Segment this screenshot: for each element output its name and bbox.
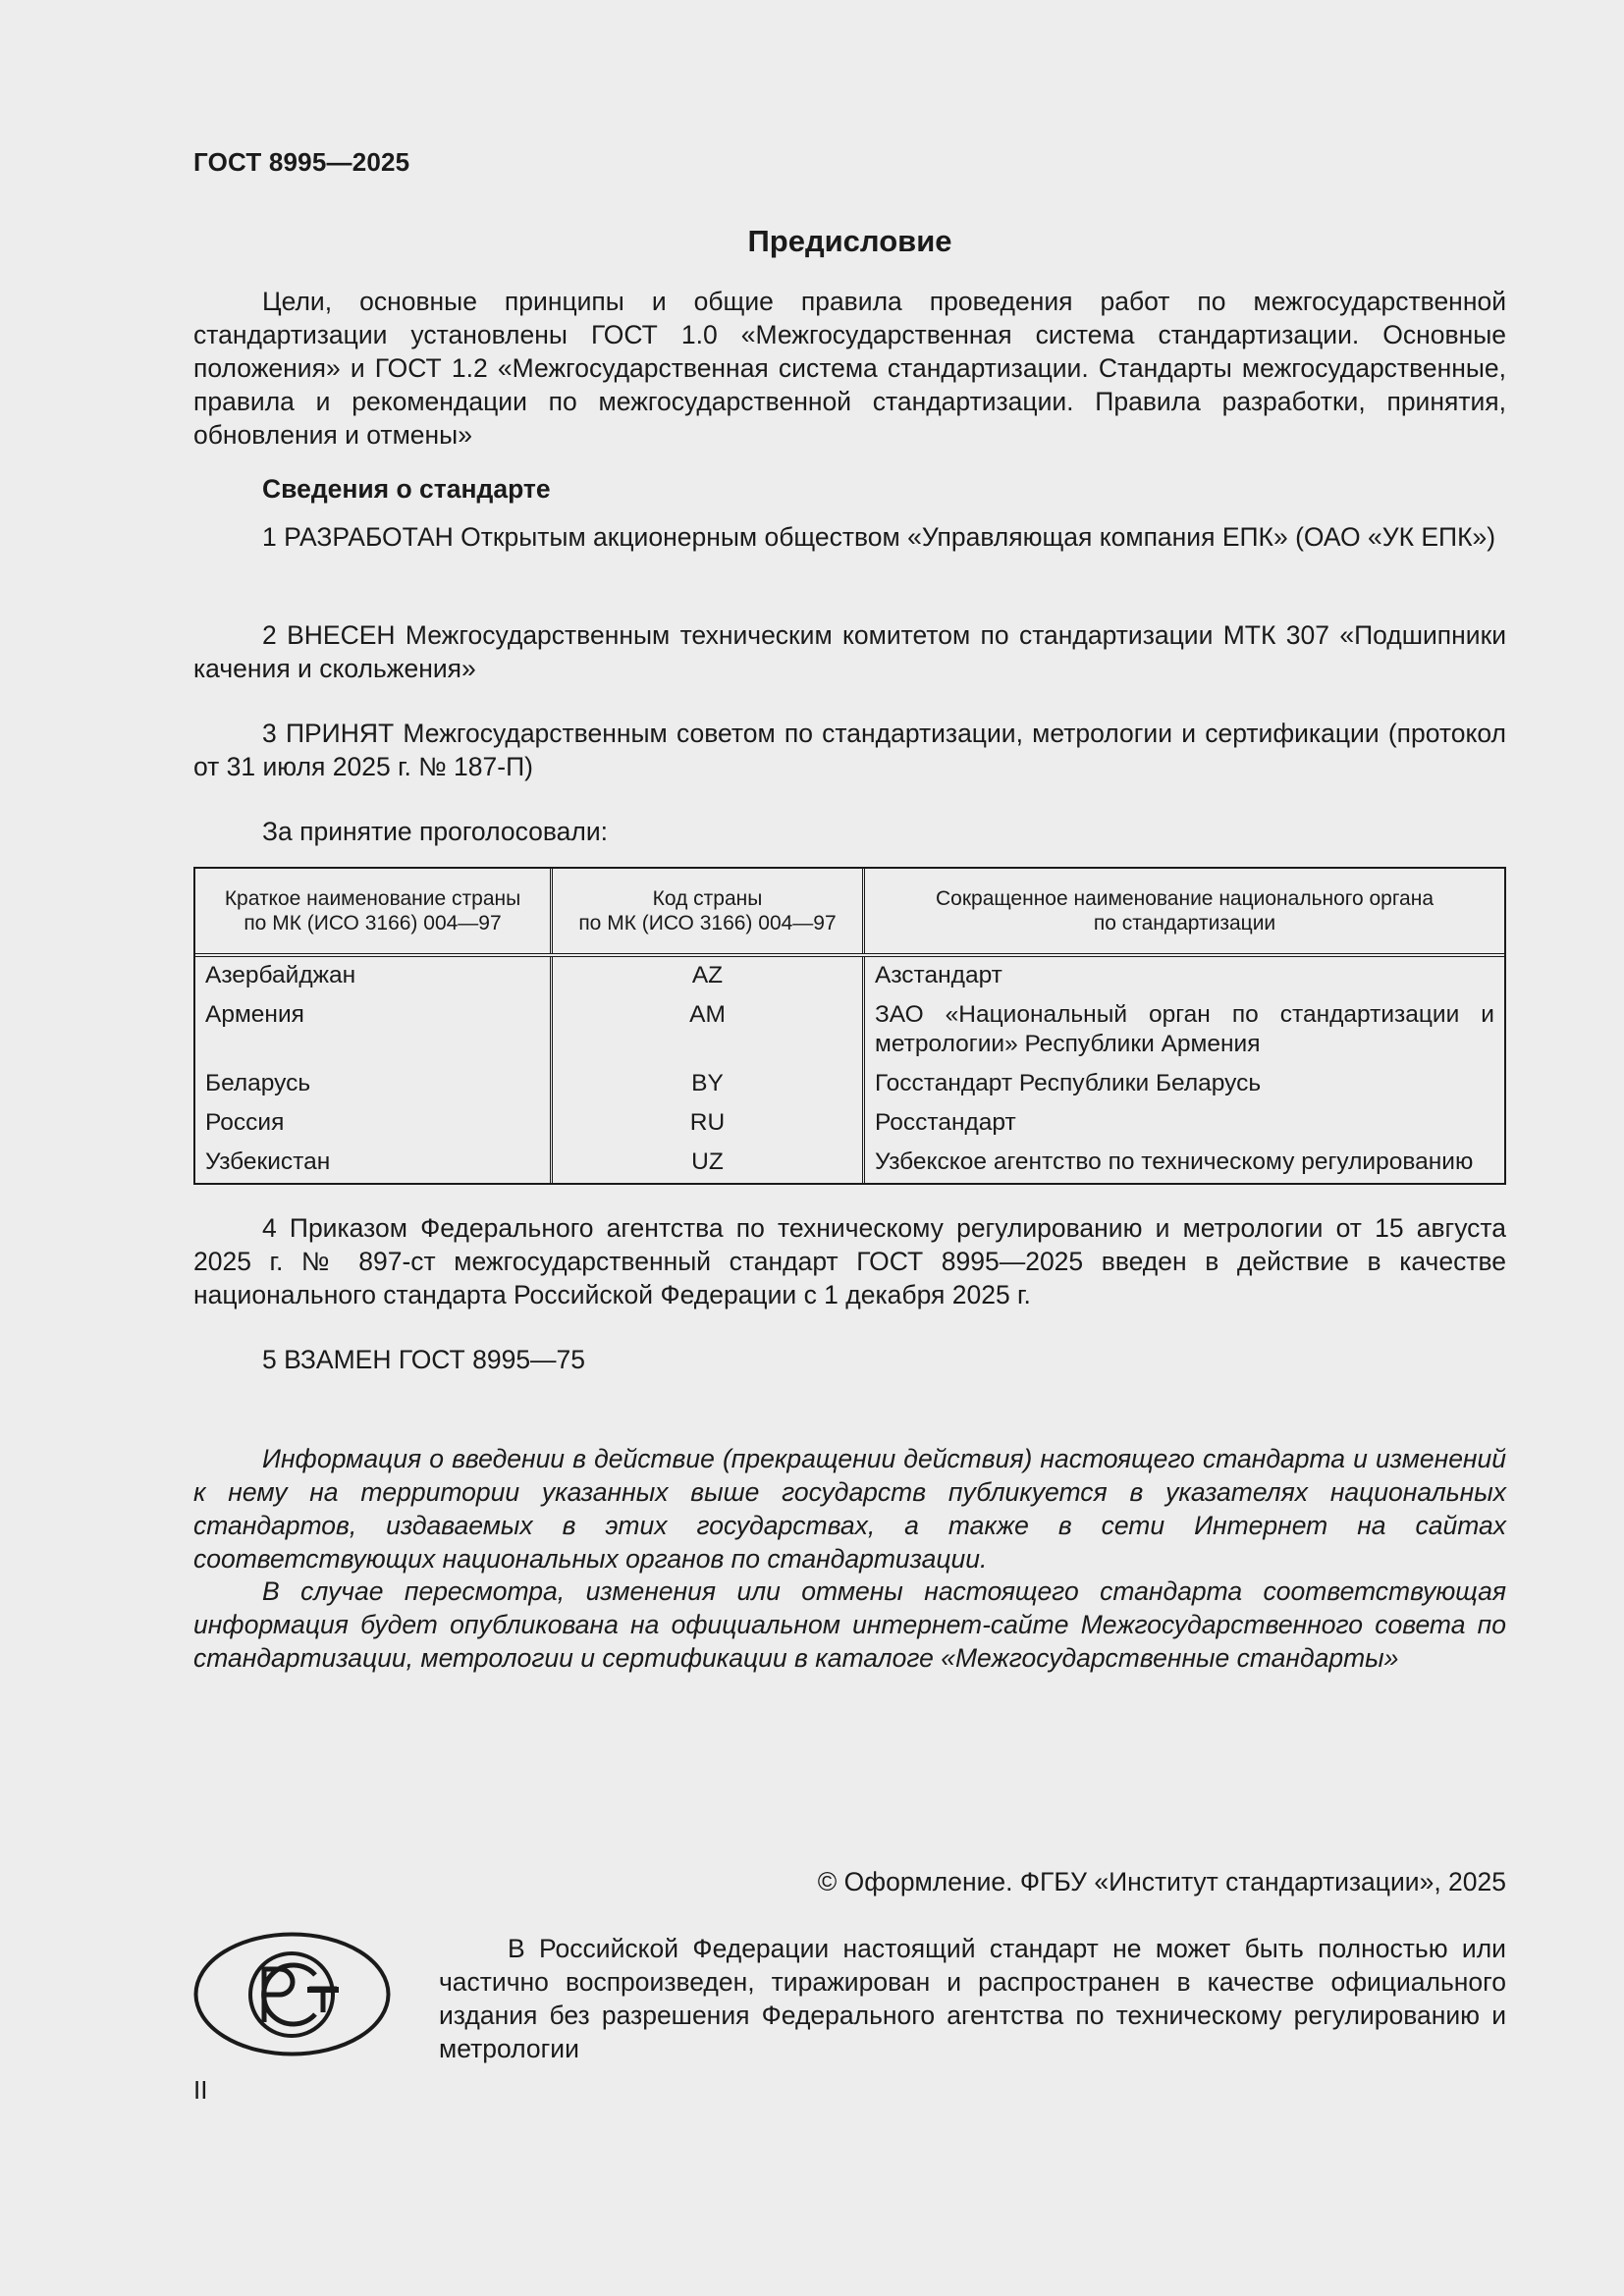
item-submitted: 2 ВНЕСЕН Межгосударственным техническим комитетом по стандартизации МТК 307 «Подшипники качения и скольжения» bbox=[193, 620, 1506, 683]
table-cell-body: ЗАО «Национальный орган по стандартизации и метрологии» Республики Армения bbox=[875, 1001, 1494, 1057]
table-cell-body: Госстандарт Республики Беларусь bbox=[875, 1070, 1262, 1096]
voted-intro: За принятие проголосовали: bbox=[262, 817, 609, 846]
table-cell-country: Армения bbox=[195, 996, 553, 1065]
page-number: II bbox=[193, 2075, 208, 2105]
table-cell-code: AZ bbox=[553, 957, 865, 996]
table-cell-country: Узбекистан bbox=[195, 1144, 553, 1183]
rf-notice: В Российской Федерации настоящий стандарт не может быть полностью или частично воспроизведен, тиражирован и распространен в качестве официального издания без разрешения Федерального агентства по техническому регулированию и метрологии bbox=[439, 1934, 1506, 2063]
table-cell-code: BY bbox=[553, 1065, 865, 1104]
table-header-country: Краткое наименование страны по МК (ИСО 3166) 004—97 bbox=[195, 869, 553, 953]
table-cell-code: RU bbox=[553, 1104, 865, 1144]
table-header-code: Код страны по МК (ИСО 3166) 004—97 bbox=[553, 869, 865, 953]
item-adopted: 3 ПРИНЯТ Межгосударственным советом по стандартизации, метрологии и сертификации (протокол от 31 июля 2025 г. № 187-П) bbox=[193, 719, 1506, 781]
rst-certification-mark-icon bbox=[193, 1932, 391, 2056]
table-row bbox=[195, 1104, 1504, 1144]
item-developed: 1 РАЗРАБОТАН Открытым акционерным обществом «Управляющая компания ЕПК» (ОАО «УК ЕПК») bbox=[262, 522, 1496, 552]
intro-paragraph: Цели, основные принципы и общие правила проведения работ по межгосударственной стандартизации установлены ГОСТ 1.0 «Межгосударственная система стандартизации. Основные положения» и ГОСТ 1.2 «Межгосударственная система стандартизации. Стандарты межгосударственные, правила и рекомендации по межгосударственной стандартизации. Правила разработки, принятия, обновления и отмены» bbox=[193, 287, 1506, 450]
item-enacted: 4 Приказом Федерального агентства по техническому регулированию и метрологии от 15 августа 2025 г. № 897-ст межгосударственный стандарт ГОСТ 8995—2025 введен в действие в качестве национального стандарта Российской Федерации с 1 декабря 2025 г. bbox=[193, 1213, 1506, 1309]
page-title: Предисловие bbox=[747, 224, 952, 258]
table-cell-country: Азербайджан bbox=[195, 957, 553, 996]
document-header: ГОСТ 8995—2025 bbox=[193, 147, 410, 177]
table-header-body: Сокращенное наименование национального органа по стандартизации bbox=[935, 887, 1435, 934]
table-row bbox=[195, 1065, 1504, 1104]
copyright-line: © Оформление. ФГБУ «Институт стандартизации», 2025 bbox=[817, 1867, 1506, 1896]
table-row bbox=[195, 957, 1504, 996]
table-cell-body: Азстандарт bbox=[875, 962, 1002, 988]
table-cell-code: AM bbox=[553, 996, 865, 1065]
table-header-row bbox=[195, 869, 1504, 957]
table-cell-body: Росстандарт bbox=[875, 1109, 1016, 1136]
about-standard-heading: Сведения о стандарте bbox=[262, 474, 551, 504]
table-body bbox=[195, 957, 1504, 1183]
table-cell-code: UZ bbox=[553, 1144, 865, 1183]
table-row bbox=[195, 996, 1504, 1065]
table-cell-country: Беларусь bbox=[195, 1065, 553, 1104]
table-cell-body: Узбекское агентство по техническому регулированию bbox=[875, 1148, 1474, 1175]
table-row bbox=[195, 1144, 1504, 1183]
info-paragraph-2: В случае пересмотра, изменения или отмены настоящего стандарта соответствующая информация будет опубликована на официальном интернет-сайте Межгосударственного совета по стандартизации, метрологии и сертификации в каталоге «Межгосударственные стандарты» bbox=[193, 1576, 1506, 1673]
table-cell-country: Россия bbox=[195, 1104, 553, 1144]
voting-table bbox=[193, 867, 1506, 1185]
item-replaces: 5 ВЗАМЕН ГОСТ 8995—75 bbox=[262, 1345, 586, 1374]
info-paragraph-1: Информация о введении в действие (прекращении действия) настоящего стандарта и изменений к нему на территории указанных выше государств публикуется в указателях национальных стандартов, издаваемых в этих государствах, а также в сети Интернет на сайтах соответствующих национальных органов по стандартизации. bbox=[193, 1444, 1506, 1574]
